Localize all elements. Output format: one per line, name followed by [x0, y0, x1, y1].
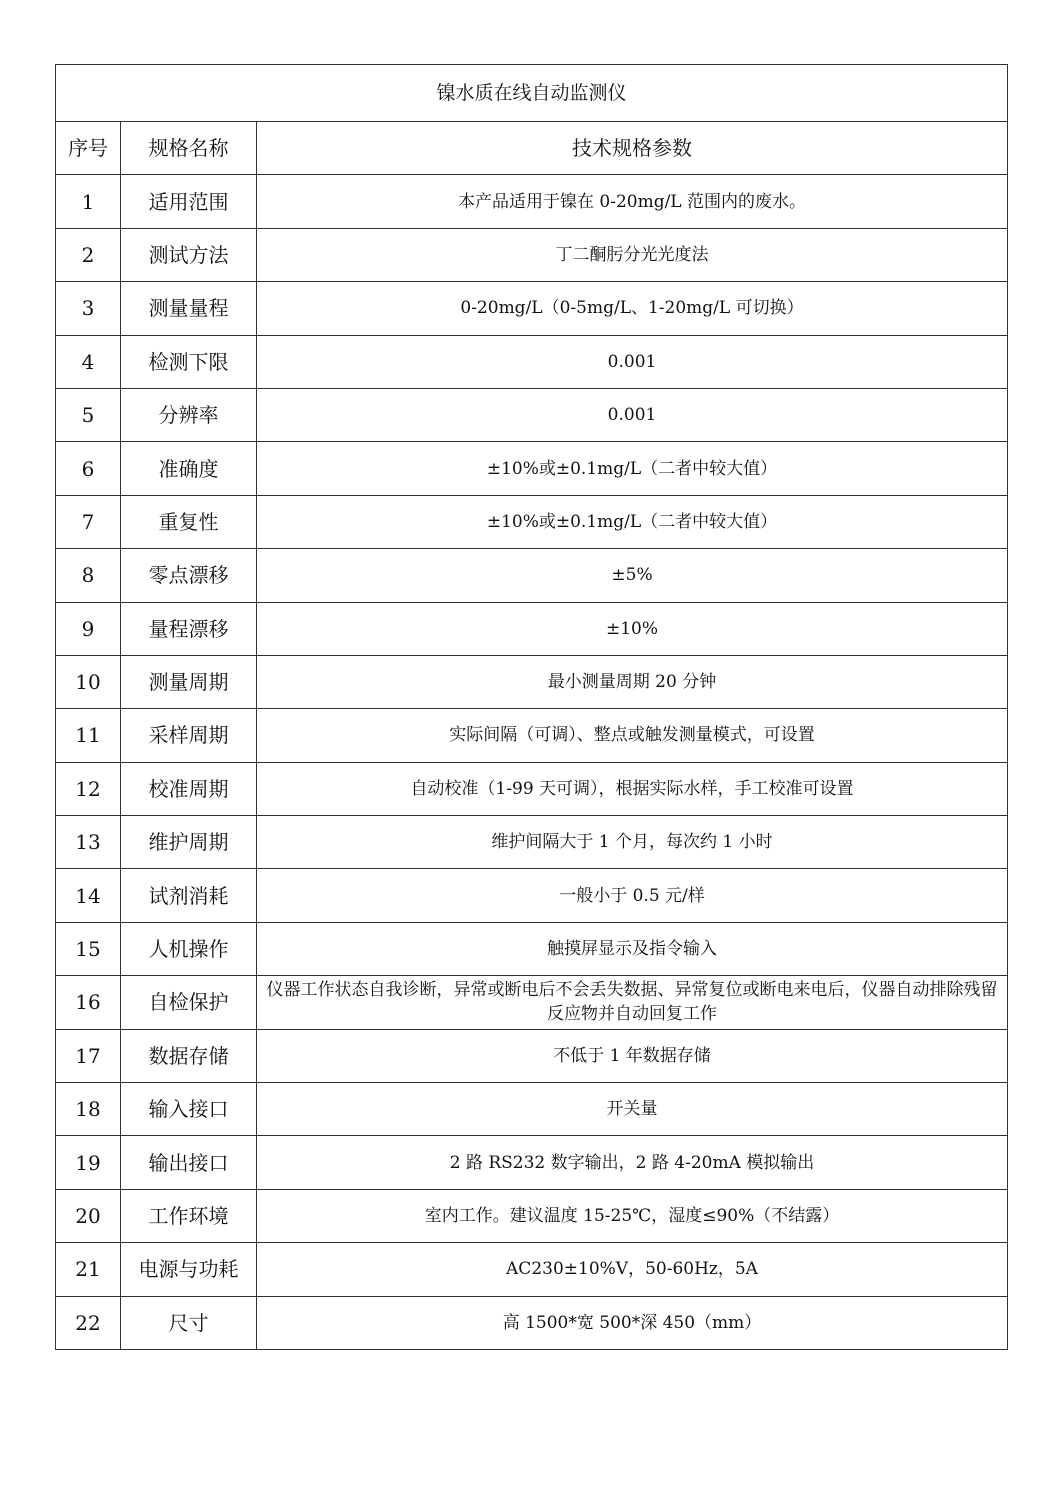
row-number: 21: [56, 1243, 121, 1296]
spec-value: 开关量: [257, 1083, 1008, 1136]
table-row: [56, 762, 1008, 815]
spec-value: 自动校准（1-99 天可调），根据实际水样，手工校准可设置: [257, 762, 1008, 815]
spec-value: 室内工作。建议温度 15-25℃，湿度≤90%（不结露）: [257, 1189, 1008, 1242]
table-row: [56, 1136, 1008, 1189]
spec-value: 触摸屏显示及指令输入: [257, 922, 1008, 975]
spec-name: 自检保护: [121, 976, 257, 1029]
spec-value: ±10%: [257, 602, 1008, 655]
spec-value: 2 路 RS232 数字输出，2 路 4-20mA 模拟输出: [257, 1136, 1008, 1189]
spec-name: 试剂消耗: [121, 869, 257, 922]
table-row: [56, 655, 1008, 708]
table-row: [56, 1296, 1008, 1349]
table-row: [56, 602, 1008, 655]
spec-value: 高 1500*宽 500*深 450（mm）: [257, 1296, 1008, 1349]
table-row: [56, 1243, 1008, 1296]
row-number: 19: [56, 1136, 121, 1189]
row-number: 15: [56, 922, 121, 975]
row-number: 2: [56, 228, 121, 281]
table-row: [56, 976, 1008, 1029]
row-number: 20: [56, 1189, 121, 1242]
spec-value: 一般小于 0.5 元/样: [257, 869, 1008, 922]
spec-name: 校准周期: [121, 762, 257, 815]
row-number: 1: [56, 175, 121, 228]
table-row: [56, 709, 1008, 762]
row-number: 18: [56, 1083, 121, 1136]
spec-name: 检测下限: [121, 335, 257, 388]
spec-name: 测量量程: [121, 282, 257, 335]
spec-value: 实际间隔（可调）、整点或触发测量模式，可设置: [257, 709, 1008, 762]
spec-name: 适用范围: [121, 175, 257, 228]
spec-value: 本产品适用于镍在 0-20mg/L 范围内的废水。: [257, 175, 1008, 228]
spec-name: 测量周期: [121, 655, 257, 708]
spec-name: 重复性: [121, 495, 257, 548]
spec-name: 人机操作: [121, 922, 257, 975]
table-row: [56, 442, 1008, 495]
spec-value: ±10%或±0.1mg/L（二者中较大值）: [257, 495, 1008, 548]
table-row: [56, 1189, 1008, 1242]
spec-value: 丁二酮肟分光光度法: [257, 228, 1008, 281]
title-row: [56, 65, 1008, 122]
spec-name: 量程漂移: [121, 602, 257, 655]
table-row: [56, 282, 1008, 335]
row-number: 9: [56, 602, 121, 655]
table-row: [56, 175, 1008, 228]
spec-name: 零点漂移: [121, 549, 257, 602]
spec-name: 分辨率: [121, 388, 257, 441]
spec-value: 不低于 1 年数据存储: [257, 1029, 1008, 1082]
spec-table: [55, 64, 1008, 1350]
spec-value: 仪器工作状态自我诊断，异常或断电后不会丢失数据、异常复位或断电来电后，仪器自动排除残留反应物并自动回复工作: [257, 976, 1008, 1029]
table-title: 镍水质在线自动监测仪: [56, 65, 1008, 122]
row-number: 3: [56, 282, 121, 335]
header-name: 规格名称: [121, 122, 257, 175]
spec-name: 输入接口: [121, 1083, 257, 1136]
table-row: [56, 388, 1008, 441]
row-number: 13: [56, 816, 121, 869]
spec-name: 输出接口: [121, 1136, 257, 1189]
spec-value: 0.001: [257, 388, 1008, 441]
spec-name: 准确度: [121, 442, 257, 495]
row-number: 8: [56, 549, 121, 602]
spec-value: 0.001: [257, 335, 1008, 388]
row-number: 14: [56, 869, 121, 922]
row-number: 12: [56, 762, 121, 815]
spec-name: 采样周期: [121, 709, 257, 762]
row-number: 17: [56, 1029, 121, 1082]
row-number: 5: [56, 388, 121, 441]
table-row: [56, 495, 1008, 548]
table-row: [56, 816, 1008, 869]
spec-name: 工作环境: [121, 1189, 257, 1242]
spec-value: ±5%: [257, 549, 1008, 602]
table-row: [56, 1029, 1008, 1082]
table-row: [56, 869, 1008, 922]
header-value: 技术规格参数: [257, 122, 1008, 175]
table-row: [56, 1083, 1008, 1136]
row-number: 22: [56, 1296, 121, 1349]
spec-name: 尺寸: [121, 1296, 257, 1349]
spec-name: 电源与功耗: [121, 1243, 257, 1296]
spec-value: 维护间隔大于 1 个月，每次约 1 小时: [257, 816, 1008, 869]
row-number: 16: [56, 976, 121, 1029]
row-number: 4: [56, 335, 121, 388]
row-number: 10: [56, 655, 121, 708]
spec-value: AC230±10%V，50-60Hz，5A: [257, 1243, 1008, 1296]
spec-name: 维护周期: [121, 816, 257, 869]
row-number: 7: [56, 495, 121, 548]
row-number: 6: [56, 442, 121, 495]
table-row: [56, 549, 1008, 602]
header-number: 序号: [56, 122, 121, 175]
spec-value: 0-20mg/L（0-5mg/L、1-20mg/L 可切换）: [257, 282, 1008, 335]
table-row: [56, 335, 1008, 388]
header-row: [56, 122, 1008, 175]
row-number: 11: [56, 709, 121, 762]
spec-name: 数据存储: [121, 1029, 257, 1082]
table-row: [56, 922, 1008, 975]
spec-name: 测试方法: [121, 228, 257, 281]
spec-value: ±10%或±0.1mg/L（二者中较大值）: [257, 442, 1008, 495]
spec-value: 最小测量周期 20 分钟: [257, 655, 1008, 708]
table-row: [56, 228, 1008, 281]
